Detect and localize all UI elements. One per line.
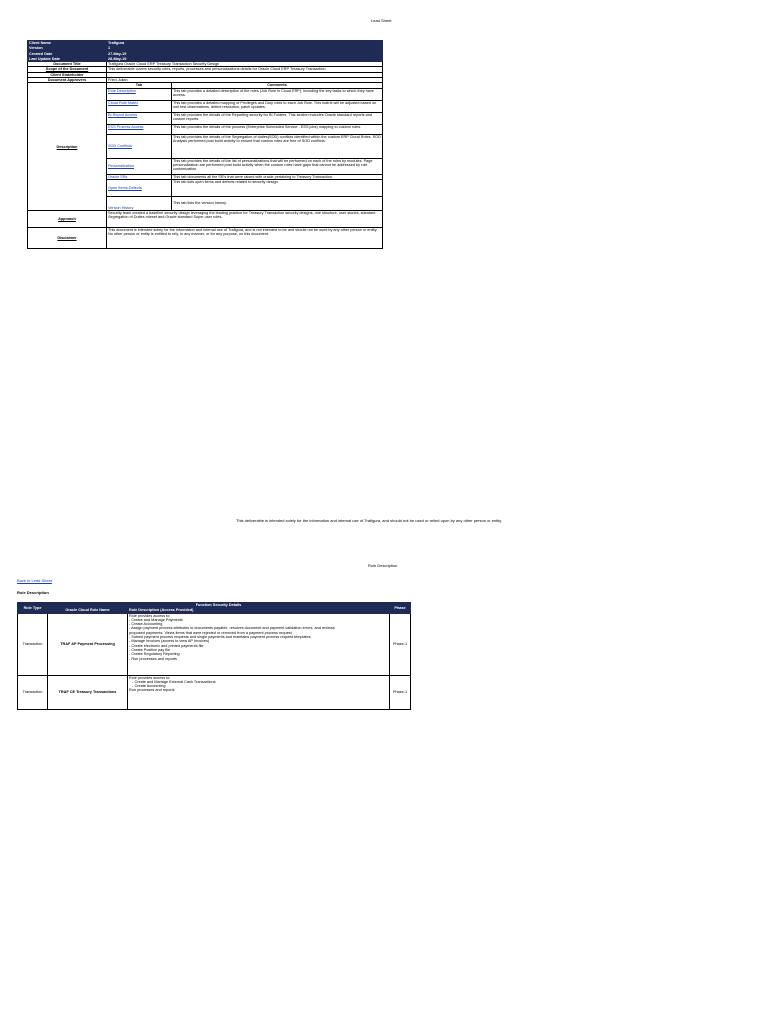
table-row xyxy=(18,613,411,675)
function-security-header: Function Security Details xyxy=(48,603,390,608)
role-desc-line: - Create Accounting xyxy=(129,622,163,627)
approver-label: Document Approvers xyxy=(28,78,107,83)
client-name-label: Client Name xyxy=(28,41,107,46)
role-description-cell xyxy=(128,613,390,675)
version-label: Version xyxy=(28,46,107,51)
disclaimer-label: Disclaimer xyxy=(28,227,107,248)
client-name-value: Trafigura xyxy=(107,41,383,46)
role-desc-line: - Create and Manage Payments xyxy=(129,617,183,622)
role-desc-line: - Submit payment process requests and single payments and maintains payment process request templates. xyxy=(129,635,312,640)
description-label: Description xyxy=(28,83,107,211)
role-desc-line: - Create Positive pay file xyxy=(129,647,171,652)
table-row xyxy=(18,675,411,709)
role-type-cell: Transaction xyxy=(18,613,48,675)
tab-comment: This tab provides a detailed mapping of Privileges and Duty roles to each Job Role. This matrix will be adjusted based on unit test observations, defect resolution, patch updates. xyxy=(172,100,383,112)
role-desc-line: - Create Regulatory Reporting xyxy=(129,652,180,657)
tab-link-role-description[interactable]: Role Description xyxy=(108,88,136,93)
lead-sheet-title: Lead Sheet xyxy=(371,18,392,23)
created-date-label: Created Date xyxy=(28,51,107,56)
role-name-header: Oracle Cloud Role Name xyxy=(48,608,128,613)
role-desc-line: - Create and Manage External Cash Transactions xyxy=(129,679,216,684)
phase-cell: Phase-1 xyxy=(390,613,411,675)
role-desc-intro: Role provides access to: xyxy=(129,613,171,618)
lead-footer-note: This deliverable is intended solely for the information and internal use of Trafigura, and should not be used or relied upon by any other person or entity. xyxy=(236,518,503,523)
tab-link-cloud-role-matrix[interactable]: Cloud Role Matrix xyxy=(108,100,139,105)
created-date-value: 27-May-19 xyxy=(107,51,383,56)
comments-column-header: Comments xyxy=(172,83,383,88)
last-update-label: Last Update Date xyxy=(28,56,107,61)
role-sheet-title: Role Description xyxy=(368,563,398,568)
tab-comment: This tab documents all the SR's that were raised with oracle pertaining to Treasury Transaction. xyxy=(172,174,383,179)
role-description-table xyxy=(17,602,411,710)
role-description-header: Role Description (Access Provided) xyxy=(128,608,390,613)
role-type-cell: Transaction xyxy=(18,675,48,709)
role-desc-line: Run processes and reports xyxy=(129,688,175,693)
document-title-value: Trafigura Oracle Cloud ERP Treasury Transaction Security Design xyxy=(107,62,383,67)
disclaimer-value: This document is intended solely for the information and internal use of Trafigura, and is not intended to be and should not be used by any other person or entity. No other person or entity is entitled to rely, in any manner, or for any purpose, on this document. xyxy=(107,227,383,248)
owner-label: Client Stakeholder xyxy=(28,72,107,77)
tab-comment: This tab provides the details of the process (Enterprise Scheduled Service - ESS jobs) mapping to custom roles. xyxy=(172,124,383,134)
last-update-value: 28-May-19 xyxy=(107,56,383,61)
tab-comment: This tab provides the details of the list of personalizations that will be performed on each of the roles by modules. Page personalization are performed post build activity when the custom roles have gaps that cannot be addressed by role customization. xyxy=(172,158,383,174)
tab-link-bi-report-access[interactable]: BI Report Access xyxy=(108,112,138,117)
tab-comment: This tab provides the details of the Segregation of duties(SOD) conflicts identified within the custom ERP Cloud Roles. SOD Analysis performed post build activity to ensure that custom roles are free of SOD conflicts. xyxy=(172,134,383,158)
tab-link-oracle-srs[interactable]: Oracle SRs xyxy=(108,174,128,179)
approach-value: Security team created a baseline security design leveraging the leading practice for Treasury Transaction security designs, role structure, user stories, standard Segregation of Duties ruleset and Oracle standard Super user roles. xyxy=(107,210,383,227)
lead-sheet-table xyxy=(27,40,383,249)
role-desc-line: - Assign payment process attributes to documents payable, resolves document and payment validation errors, and reviews xyxy=(129,626,335,631)
tab-link-ess-process-access[interactable]: ESS Process Access xyxy=(108,124,144,129)
role-desc-intro: Role provides access to: xyxy=(129,675,171,680)
tab-link-open-items-defects[interactable]: Open Items-Defects xyxy=(108,185,142,190)
role-desc-line: - Run processes and reports xyxy=(129,656,177,661)
scope-label: Scope of the Document xyxy=(28,67,107,72)
role-desc-line: - Manage Invoices (access to view AP Invoices) xyxy=(129,639,210,644)
role-heading: Role Description xyxy=(17,590,49,595)
approver-value: Fried Julian xyxy=(107,78,383,83)
role-desc-line: proposed payments. Views items that were rejected or removed from a payment process request xyxy=(129,630,292,635)
tab-link-sod-conflicts[interactable]: SOD Conflicts xyxy=(108,144,132,149)
document-title-label: Document Title xyxy=(28,62,107,67)
back-to-lead-sheet-link[interactable]: Back to Lead Sheet xyxy=(17,578,52,583)
version-value: 1 xyxy=(107,46,383,51)
role-name-cell: TRAF CE Treasury Transactions xyxy=(48,675,128,709)
role-type-header: Role Type xyxy=(18,603,48,614)
tab-link-personalization[interactable]: Personalization xyxy=(108,164,134,169)
tab-comment: This tab provides the details of the Reporting security for BI Folders. This section includes Oracle standard reports and custom reports. xyxy=(172,112,383,124)
tab-comment: This tab lists open items and defects related to security design. xyxy=(172,179,383,196)
approach-label: Approach xyxy=(28,210,107,227)
role-name-cell: TRAF AP Payment Processing xyxy=(48,613,128,675)
phase-cell: Phase-1 xyxy=(390,675,411,709)
tab-column-header: Tab xyxy=(107,83,172,88)
role-desc-line: - Create electronic and printed payments file xyxy=(129,643,204,648)
scope-value: This deliverable covers security roles, reports, processes and personalizations details for Oracle Cloud ERP Treasury Transaction. xyxy=(107,67,383,72)
phase-header: Phase xyxy=(390,603,411,614)
tab-link-version-history[interactable]: Version History xyxy=(108,205,134,210)
role-description-cell xyxy=(128,675,390,709)
tab-comment: This tab lists the version history. xyxy=(172,196,383,210)
tab-comment: This tab provides a detailed description of the roles (Job Role in Cloud ERP), including the key tasks to which they have access. xyxy=(172,88,383,100)
role-desc-line: - Create Accounting xyxy=(129,684,166,689)
